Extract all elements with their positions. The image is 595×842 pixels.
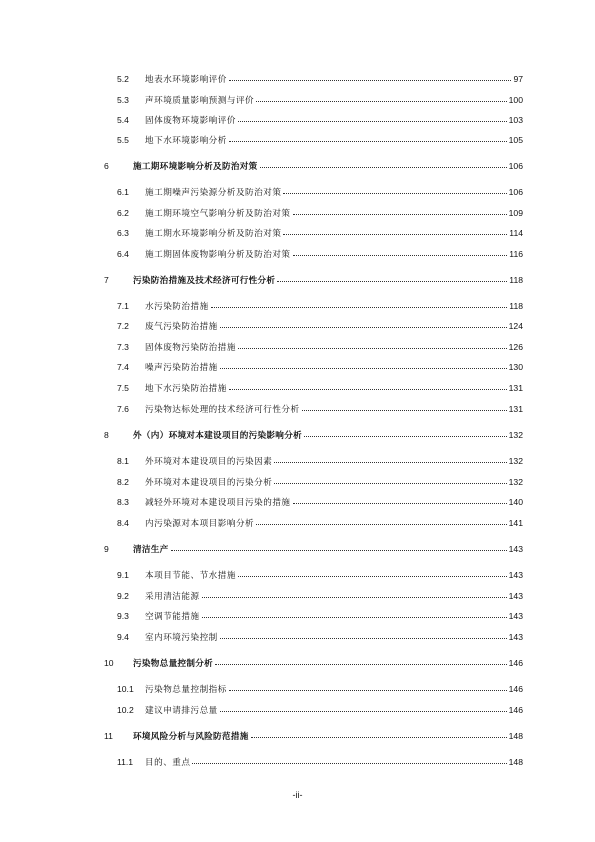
toc-entry-leader: [133, 656, 523, 671]
toc-entry-page-number: 109: [508, 208, 523, 218]
toc-entry-title: 施工期环境影响分析及防治对策: [133, 162, 258, 172]
toc-entry-title: 采用清洁能源: [145, 592, 200, 602]
toc-entry-leader: [145, 226, 523, 241]
toc-entry-leader: [145, 72, 523, 87]
toc-entry-leader: [145, 475, 523, 490]
dot-leader: [229, 381, 507, 390]
toc-entry-leader: [145, 381, 523, 396]
toc-chapter-entry[interactable]: [0, 428, 595, 442]
toc-entry-leader: [145, 703, 523, 718]
dot-leader: [274, 454, 506, 463]
dot-leader: [229, 133, 507, 142]
dot-leader: [220, 360, 507, 369]
toc-entry-number: 7.5: [117, 383, 129, 393]
toc-entry-page-number: 118: [509, 301, 523, 311]
toc-entry-title: 内污染源对本项目影响分析: [145, 519, 255, 529]
toc-entry-number: 5.3: [117, 95, 129, 105]
toc-entry-page-number: 148: [508, 731, 523, 741]
toc-entry-number: 7.1: [117, 301, 129, 311]
dot-leader: [192, 755, 506, 764]
toc-entry-page-number: 143: [508, 611, 523, 621]
toc-entry-title: 地下水环境影响分析: [145, 136, 227, 146]
toc-entry-number: 9.1: [117, 570, 129, 580]
toc-section-entry[interactable]: [0, 495, 595, 509]
toc-entry-title: 外（内）环境对本建设项目的污染影响分析: [133, 431, 302, 441]
toc-section-entry[interactable]: [0, 703, 595, 717]
toc-section-entry[interactable]: [0, 475, 595, 489]
dot-leader: [202, 609, 507, 618]
toc-entry-title: 废气污染防治措施: [145, 322, 218, 332]
toc-entry-page-number: 106: [508, 187, 523, 197]
toc-entry-number: 5.4: [117, 115, 129, 125]
toc-entry-title: 地表水环境影响评价: [145, 75, 227, 85]
dot-leader: [256, 93, 507, 102]
toc-entry-number: 8.3: [117, 497, 129, 507]
toc-entry-number: 10.1: [117, 684, 134, 694]
dot-leader: [274, 475, 506, 484]
toc-entry-title: 固体废物污染防治措施: [145, 343, 236, 353]
dot-leader: [238, 340, 507, 349]
toc-section-entry[interactable]: [0, 755, 595, 769]
toc-entry-number: 7.2: [117, 321, 129, 331]
toc-entry-page-number: 105: [508, 135, 523, 145]
toc-entry-title: 污染物总量控制指标: [145, 685, 227, 695]
dot-leader: [293, 495, 507, 504]
toc-entry-title: 建议申请排污总量: [145, 706, 218, 716]
toc-entry-page-number: 114: [509, 228, 523, 238]
toc-chapter-entry[interactable]: [0, 729, 595, 743]
toc-entry-number: 11.1: [117, 757, 134, 767]
toc-entry-leader: [145, 755, 523, 770]
toc-section-entry[interactable]: [0, 381, 595, 395]
toc-section-entry[interactable]: [0, 630, 595, 644]
toc-entry-leader: [133, 428, 523, 443]
toc-entry-title: 施工期固体废物影响分析及防治对策: [145, 250, 291, 260]
toc-entry-leader: [133, 729, 523, 744]
toc-section-entry[interactable]: [0, 360, 595, 374]
toc-entry-title: 噪声污染防治措施: [145, 363, 218, 373]
toc-entry-title: 环境风险分析与风险防范措施: [133, 732, 249, 742]
dot-leader: [293, 206, 507, 215]
toc-entry-title: 外环境对本建设项目的污染分析: [145, 478, 273, 488]
toc-entry-number: 6.2: [117, 208, 129, 218]
toc-entry-number: 10: [104, 658, 114, 668]
dot-leader: [283, 226, 507, 235]
toc-entry-number: 6.1: [117, 187, 129, 197]
toc-entry-page-number: 132: [508, 477, 523, 487]
toc-entry-leader: [133, 273, 523, 288]
toc-section-entry[interactable]: [0, 247, 595, 261]
dot-leader: [283, 185, 506, 194]
toc-entry-number: 6.4: [117, 249, 129, 259]
toc-chapter-entry[interactable]: [0, 542, 595, 556]
toc-entry-page-number: 132: [508, 456, 523, 466]
toc-entry-number: 9.4: [117, 632, 129, 642]
toc-entry-title: 室内环境污染控制: [145, 633, 218, 643]
toc-entry-title: 污染防治措施及技术经济可行性分析: [133, 276, 276, 286]
toc-entry-leader: [133, 159, 523, 174]
toc-entry-number: 10.2: [117, 705, 134, 715]
toc-entry-number: 7.6: [117, 404, 129, 414]
toc-entry-leader: [145, 133, 523, 148]
toc-entry-title: 地下水污染防治措施: [145, 384, 227, 394]
dot-leader: [260, 159, 507, 168]
toc-entry-title: 施工期环境空气影响分析及防治对策: [145, 209, 291, 219]
toc-entry-number: 9: [104, 544, 109, 554]
toc-section-entry[interactable]: [0, 299, 595, 313]
page-number-footer: -ii-: [292, 790, 303, 800]
toc-entry-title: 外环境对本建设项目的污染因素: [145, 457, 273, 467]
toc-section-entry[interactable]: [0, 454, 595, 468]
toc-entry-title: 施工期水环境影响分析及防治对策: [145, 229, 282, 239]
toc-chapter-entry[interactable]: [0, 159, 595, 173]
toc-entry-leader: [145, 93, 523, 108]
dot-leader: [202, 589, 507, 598]
toc-entry-leader: [145, 113, 523, 128]
dot-leader: [251, 729, 507, 738]
toc-entry-leader: [145, 299, 523, 314]
dot-leader: [277, 273, 507, 282]
toc-entry-page-number: 97: [513, 74, 523, 84]
toc-entry-page-number: 126: [508, 342, 523, 352]
toc-entry-leader: [145, 516, 523, 531]
toc-entry-title: 固体废物环境影响评价: [145, 116, 236, 126]
dot-leader: [211, 299, 508, 308]
toc-entry-leader: [145, 402, 523, 417]
toc-section-entry[interactable]: [0, 206, 595, 220]
toc-entry-number: 6: [104, 161, 109, 171]
toc-section-entry[interactable]: [0, 133, 595, 147]
toc-entry-page-number: 116: [509, 249, 523, 259]
toc-entry-number: 7: [104, 275, 109, 285]
toc-entry-title: 声环境质量影响预测与评价: [145, 96, 255, 106]
toc-entry-page-number: 141: [508, 518, 523, 528]
toc-entry-number: 6.3: [117, 228, 129, 238]
toc-section-entry[interactable]: [0, 319, 595, 333]
toc-entry-page-number: 143: [508, 544, 523, 554]
toc-entry-number: 7.3: [117, 342, 129, 352]
toc-entry-title: 施工期噪声污染源分析及防治对策: [145, 188, 282, 198]
toc-entry-leader: [145, 454, 523, 469]
dot-leader: [220, 319, 507, 328]
toc-entry-title: 减轻外环境对本建设项目污染的措施: [145, 498, 291, 508]
toc-section-entry[interactable]: [0, 93, 595, 107]
dot-leader: [229, 72, 512, 81]
toc-entry-title: 空调节能措施: [145, 612, 200, 622]
toc-entry-title: 清洁生产: [133, 545, 169, 555]
toc-entry-number: 7.4: [117, 362, 129, 372]
toc-entry-page-number: 143: [508, 632, 523, 642]
toc-section-entry[interactable]: [0, 589, 595, 603]
toc-entry-page-number: 143: [508, 570, 523, 580]
toc-entry-leader: [145, 319, 523, 334]
toc-entry-number: 8: [104, 430, 109, 440]
toc-entry-number: 5.5: [117, 135, 129, 145]
toc-entry-page-number: 146: [508, 684, 523, 694]
dot-leader: [302, 402, 507, 411]
toc-entry-number: 11: [104, 731, 113, 741]
toc-entry-number: 5.2: [117, 74, 129, 84]
dot-leader: [238, 113, 507, 122]
toc-entry-title: 污染物达标处理的技术经济可行性分析: [145, 405, 300, 415]
toc-entry-title: 水污染防治措施: [145, 302, 209, 312]
dot-leader: [304, 428, 507, 437]
toc-section-entry[interactable]: [0, 516, 595, 530]
toc-entry-number: 8.2: [117, 477, 129, 487]
toc-entry-leader: [145, 682, 523, 697]
toc-entry-page-number: 140: [508, 497, 523, 507]
toc-chapter-entry[interactable]: [0, 656, 595, 670]
dot-leader: [215, 656, 507, 665]
dot-leader: [220, 703, 507, 712]
toc-chapter-entry[interactable]: [0, 273, 595, 287]
toc-entry-page-number: 118: [509, 275, 523, 285]
toc-entry-page-number: 148: [508, 757, 523, 767]
toc-section-entry[interactable]: [0, 185, 595, 199]
toc-entry-page-number: 131: [508, 404, 523, 414]
toc-entry-leader: [145, 360, 523, 375]
toc-entry-page-number: 130: [508, 362, 523, 372]
dot-leader: [229, 682, 507, 691]
toc-entry-leader: [145, 185, 523, 200]
toc-entry-number: 9.2: [117, 591, 129, 601]
toc-section-entry[interactable]: [0, 72, 595, 86]
toc-entry-leader: [145, 340, 523, 355]
toc-entry-page-number: 131: [508, 383, 523, 393]
toc-entry-number: 8.4: [117, 518, 129, 528]
toc-entry-page-number: 124: [508, 321, 523, 331]
toc-entry-title: 本项目节能、节水措施: [145, 571, 236, 581]
toc-entry-leader: [145, 568, 523, 583]
toc-section-entry[interactable]: [0, 682, 595, 696]
toc-entry-leader: [145, 630, 523, 645]
toc-entry-title: 目的、重点: [145, 758, 191, 768]
dot-leader: [293, 247, 508, 256]
toc-entry-page-number: 103: [508, 115, 523, 125]
toc-entry-leader: [145, 247, 523, 262]
toc-entry-page-number: 146: [508, 705, 523, 715]
toc-entry-leader: [145, 609, 523, 624]
toc-entry-page-number: 146: [508, 658, 523, 668]
toc-entry-number: 9.3: [117, 611, 129, 621]
dot-leader: [256, 516, 507, 525]
toc-section-entry[interactable]: [0, 568, 595, 582]
toc-entry-leader: [145, 589, 523, 604]
toc-entry-page-number: 100: [508, 95, 523, 105]
toc-section-entry[interactable]: [0, 340, 595, 354]
toc-entry-leader: [145, 495, 523, 510]
toc-entry-title: 污染物总量控制分析: [133, 659, 214, 669]
toc-section-entry[interactable]: [0, 226, 595, 240]
toc-entry-page-number: 106: [508, 161, 523, 171]
toc-entry-page-number: 132: [508, 430, 523, 440]
toc-section-entry[interactable]: [0, 402, 595, 416]
toc-entry-leader: [133, 542, 523, 557]
dot-leader: [220, 630, 507, 639]
toc-section-entry[interactable]: [0, 113, 595, 127]
toc-section-entry[interactable]: [0, 609, 595, 623]
dot-leader: [171, 542, 507, 551]
dot-leader: [238, 568, 507, 577]
toc-entry-leader: [145, 206, 523, 221]
toc-entry-number: 8.1: [117, 456, 129, 466]
toc-entry-page-number: 143: [508, 591, 523, 601]
